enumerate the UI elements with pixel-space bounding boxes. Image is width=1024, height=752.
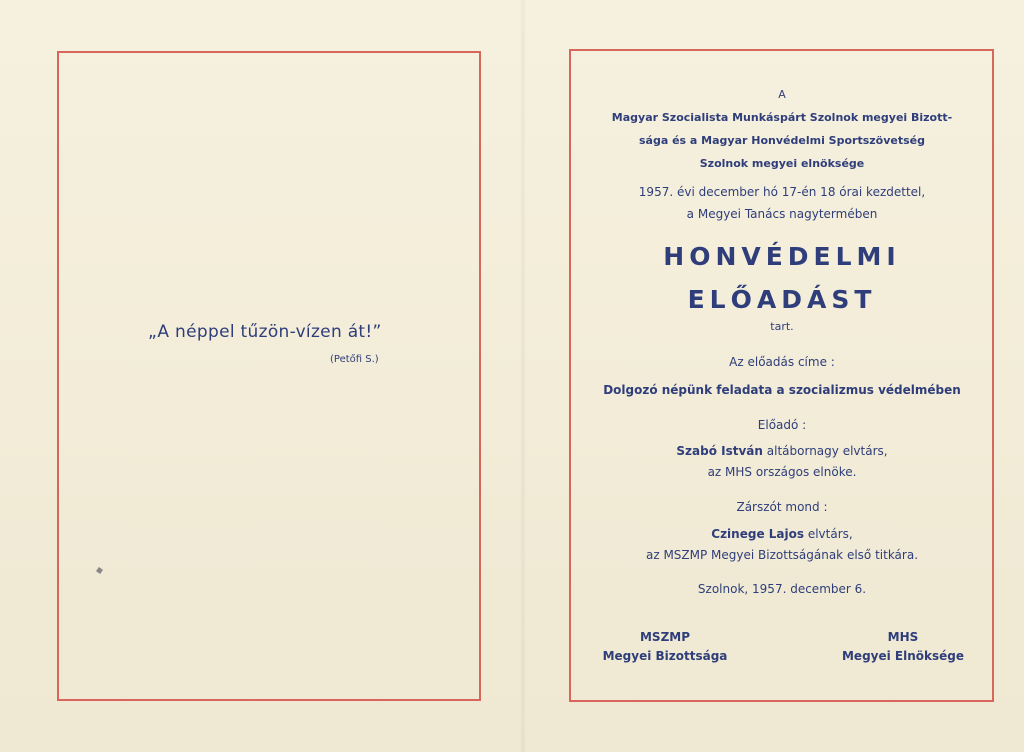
quote-author: (Petőfi S.) xyxy=(330,354,379,365)
fold-crease xyxy=(520,0,526,752)
closing-label: Zárszót mond : xyxy=(736,500,828,514)
closing-name: Czinege Lajos xyxy=(711,527,805,541)
signature-right-body: Megyei Elnöksége xyxy=(841,649,964,663)
title-line-2: ELŐADÁST xyxy=(687,285,877,314)
speaker-rank: altábornagy elvtárs, xyxy=(762,444,888,458)
speaker-line xyxy=(572,444,992,458)
place-date: Szolnok, 1957. december 6. xyxy=(697,582,867,596)
closing-role: az MSZMP Megyei Bizottságának első titkára. xyxy=(645,548,919,562)
signature-left-body: Megyei Bizottsága xyxy=(602,649,728,663)
date-line: 1957. évi december hó 17-én 18 órai kezdettel, xyxy=(638,185,926,199)
organizer-line-3: Szolnok megyei elnöksége xyxy=(699,157,865,170)
signature-left xyxy=(600,630,730,663)
speaker-role: az MHS országos elnöke. xyxy=(707,465,857,479)
speaker-name: Szabó István xyxy=(676,444,763,458)
signature-left-org: MSZMP xyxy=(639,630,691,644)
closing-line xyxy=(572,527,992,541)
signature-right xyxy=(838,630,968,663)
intro-article: A xyxy=(778,88,786,101)
organizer-line-2: sága és a Magyar Honvédelmi Sportszövetség xyxy=(639,134,925,147)
topic-label: Az előadás címe : xyxy=(729,355,835,369)
left-page-frame xyxy=(57,51,481,701)
title-line-1: HONVÉDELMI xyxy=(663,242,901,271)
place-line: a Megyei Tanács nagytermében xyxy=(686,207,878,221)
topic-title: Dolgozó népünk feladata a szocializmus védelmében xyxy=(603,383,961,397)
signature-right-org: MHS xyxy=(887,630,919,644)
tart-text: tart. xyxy=(770,320,794,333)
closing-rank: elvtárs, xyxy=(804,527,853,541)
speaker-label: Előadó : xyxy=(757,418,807,432)
organizer-line-1: Magyar Szocialista Munkáspárt Szolnok megyei Bizott- xyxy=(611,111,953,124)
quote-text: „A néppel tűzön-vízen át!” xyxy=(148,322,382,342)
